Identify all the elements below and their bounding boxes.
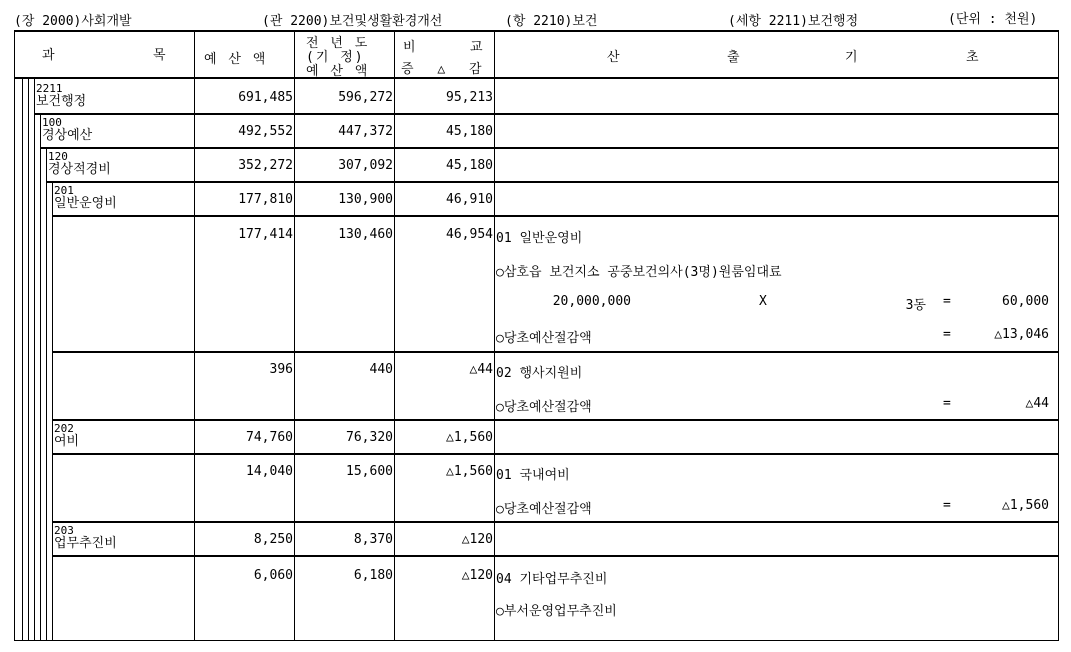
row-sep (34, 113, 1059, 115)
row-prev: 307,092 (338, 158, 393, 173)
row-diff: 45,180 (446, 124, 493, 139)
row-diff: △1,560 (446, 464, 493, 479)
detail-multiply: X (759, 294, 767, 309)
row-diff: 46,910 (446, 192, 493, 207)
header-mok: 목 (153, 48, 166, 63)
level-line-6 (52, 182, 53, 641)
detail-title: 02 행사지원비 (496, 366, 583, 381)
row-budget: 691,485 (238, 90, 293, 105)
detail-line: ○부서운영업무추진비 (496, 604, 617, 619)
detail-title: 01 국내여비 (496, 468, 570, 483)
header-budget: 예 산 액 (204, 52, 268, 67)
col-sep-budget (194, 30, 195, 641)
row-name: 여비 (54, 434, 80, 449)
detail-equals: = (943, 294, 951, 309)
level-line-4 (40, 114, 41, 641)
row-prev: 596,272 (338, 90, 393, 105)
table-bottom-border (14, 640, 1059, 641)
row-name: 일반운영비 (54, 196, 117, 211)
row-diff: 95,213 (446, 90, 493, 105)
row-budget: 396 (269, 362, 293, 377)
level-line-3 (34, 79, 35, 641)
row-diff: △120 (461, 532, 493, 547)
row-sep (46, 181, 1059, 183)
detail-equals: = (943, 498, 951, 513)
row-budget: 8,250 (253, 532, 293, 547)
row-code: 2211 (36, 82, 63, 95)
row-budget: 14,040 (246, 464, 293, 479)
row-prev: 6,180 (353, 568, 393, 583)
row-prev: 447,372 (338, 124, 393, 139)
unit-label: (단위 : 천원) (948, 12, 1038, 27)
row-sep (52, 215, 1059, 217)
jang-label: (장 2000)사회개발 (14, 14, 132, 29)
row-diff: △120 (461, 568, 493, 583)
detail-equals: = (943, 396, 951, 411)
gwan-label: (관 2200)보건및생활환경개선 (262, 14, 443, 29)
row-prev: 15,600 (346, 464, 393, 479)
detail-title: 01 일반운영비 (496, 231, 583, 246)
row-budget: 492,552 (238, 124, 293, 139)
header-prev-line2: (기 정) (306, 50, 365, 65)
row-budget: 177,414 (238, 227, 293, 242)
level-line-5 (46, 148, 47, 641)
row-sep (52, 521, 1059, 523)
table-right-border (1058, 30, 1059, 641)
detail-line: ○당초예산절감액 (496, 331, 592, 346)
table-left-border (14, 30, 15, 641)
detail-qty: 3동 (905, 298, 926, 313)
row-budget: 352,272 (238, 158, 293, 173)
header-cmp-3: 증 △ 감 (401, 62, 490, 77)
row-prev: 440 (369, 362, 393, 377)
row-diff: △1,560 (446, 430, 493, 445)
col-sep-diff (394, 30, 395, 641)
header-cmp-1: 비 (403, 40, 416, 55)
sehang-label: (세항 2211)보건행정 (728, 14, 859, 29)
row-diff: △44 (469, 362, 493, 377)
row-prev: 8,370 (353, 532, 393, 547)
header-prev-line3: 예 산 액 (306, 64, 370, 79)
level-line-1 (22, 79, 23, 641)
row-code: 203 (54, 524, 74, 537)
row-prev: 76,320 (346, 430, 393, 445)
row-budget: 177,810 (238, 192, 293, 207)
detail-equals: = (943, 327, 951, 342)
row-sep (52, 555, 1059, 557)
row-sep (40, 147, 1059, 149)
detail-line: ○삼호읍 보건지소 공중보건의사(3명)원룸임대료 (496, 265, 782, 280)
header-calc-2: 출 (727, 50, 740, 65)
col-sep-calc (494, 30, 495, 641)
detail-total: △1,560 (1002, 498, 1049, 513)
row-name: 보건행정 (36, 94, 87, 109)
row-code: 100 (42, 116, 62, 129)
row-code: 202 (54, 422, 74, 435)
row-diff: 45,180 (446, 158, 493, 173)
row-sep (52, 453, 1059, 455)
detail-line: ○당초예산절감액 (496, 502, 592, 517)
row-diff: 46,954 (446, 227, 493, 242)
detail-amount: 20,000,000 (552, 294, 631, 309)
level-line-2 (28, 79, 29, 641)
col-sep-prev (294, 30, 295, 641)
detail-line: ○당초예산절감액 (496, 400, 592, 415)
row-budget: 6,060 (253, 568, 293, 583)
row-sep (52, 351, 1059, 353)
header-calc-3: 기 (845, 50, 858, 65)
row-code: 201 (54, 184, 74, 197)
header-cmp-2: 교 (470, 40, 483, 55)
row-code: 120 (48, 150, 68, 163)
detail-title: 04 기타업무추진비 (496, 572, 608, 587)
row-name: 업무추진비 (54, 536, 117, 551)
detail-total: △13,046 (994, 327, 1049, 342)
header-prev-line1: 전 년 도 (306, 36, 370, 51)
detail-total: △44 (1025, 396, 1049, 411)
header-bottom-border (14, 77, 1059, 79)
row-sep (52, 419, 1059, 421)
row-budget: 74,760 (246, 430, 293, 445)
hang-label: (항 2210)보건 (505, 14, 598, 29)
header-gwa: 과 (42, 48, 55, 63)
row-prev: 130,460 (338, 227, 393, 242)
row-name: 경상예산 (42, 128, 93, 143)
table-top-border (14, 30, 1059, 32)
header-calc-1: 산 (607, 50, 620, 65)
header-calc-4: 초 (966, 50, 979, 65)
row-prev: 130,900 (338, 192, 393, 207)
row-name: 경상적경비 (48, 162, 111, 177)
detail-total: 60,000 (1002, 294, 1049, 309)
